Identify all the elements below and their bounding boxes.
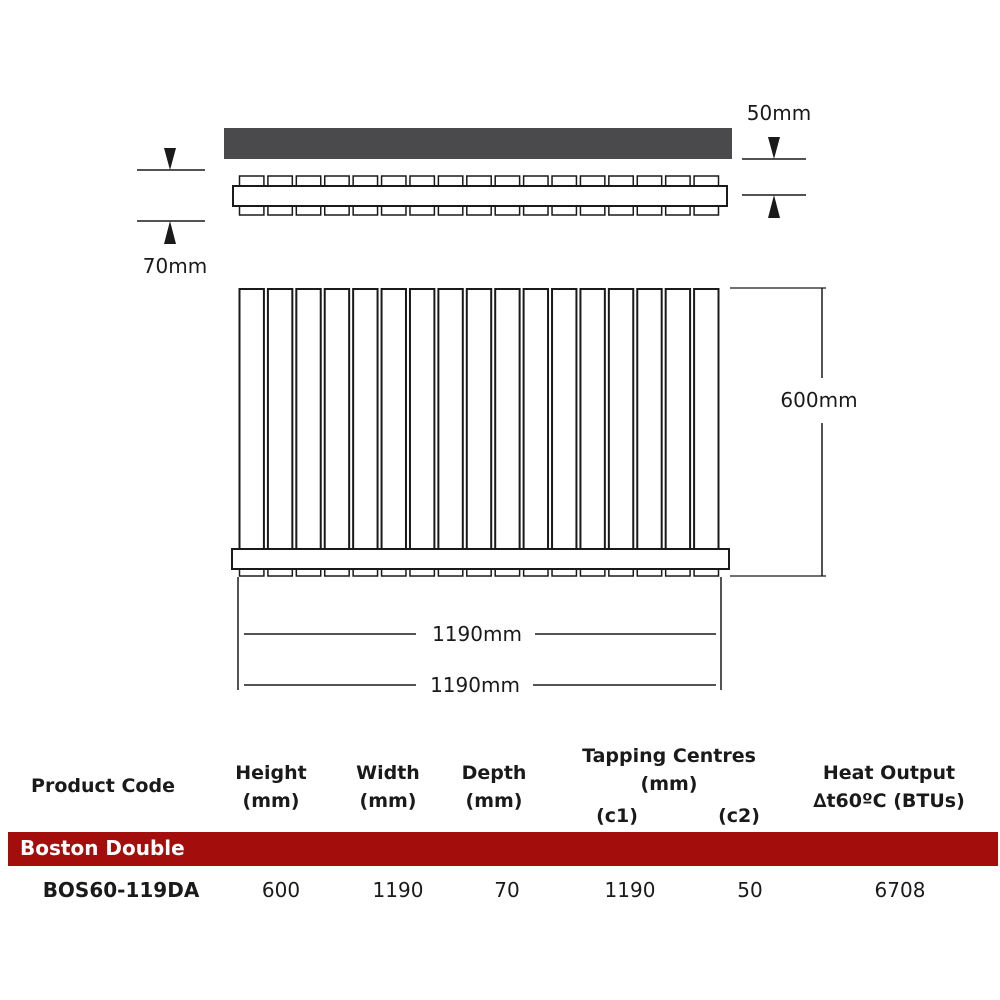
depth-arrow-down [164, 148, 176, 170]
height-dimension [730, 288, 858, 576]
header-depth-line2: (mm) [465, 790, 523, 812]
front-view-columns [240, 289, 719, 551]
header-c1: (c1) [596, 805, 638, 827]
header-tapping-line1: Tapping Centres [582, 745, 756, 767]
tapping-width-label: 1190mm [432, 622, 522, 646]
header-depth [448, 759, 540, 815]
header-heat-line1: Heat Output [822, 762, 956, 784]
row-width: 1190 [372, 878, 424, 902]
header-heat-line2: ∆t60ºC (BTUs) [813, 790, 965, 812]
row-heat-output: 6708 [874, 878, 926, 902]
header-height-line2: (mm) [242, 790, 300, 812]
header-product-code: Product Code [31, 775, 175, 797]
header-width-line2: (mm) [359, 790, 417, 812]
radiator-column [694, 289, 718, 551]
top-view-header-bar [233, 186, 727, 206]
offset-arrow-up [768, 195, 780, 218]
radiator-column [268, 289, 292, 551]
radiator-column [495, 289, 519, 551]
depth-label: 70mm [142, 254, 208, 278]
header-c2: (c2) [718, 805, 760, 827]
radiator-column [580, 289, 604, 551]
radiator-column [666, 289, 690, 551]
header-tapping-line2: (mm) [640, 773, 698, 795]
front-view [232, 289, 729, 576]
row-depth: 70 [494, 878, 520, 902]
category-band [8, 832, 998, 866]
radiator-column [609, 289, 633, 551]
depth-dimension [137, 148, 207, 278]
wall-offset-dimension [742, 101, 811, 218]
width-dimensions [238, 577, 721, 697]
row-c1: 1190 [604, 878, 656, 902]
header-width-line1: Width [356, 762, 420, 784]
header-tapping-centres [560, 742, 778, 798]
radiator-column [637, 289, 661, 551]
wall-bar [224, 128, 732, 159]
radiator-column [240, 289, 264, 551]
radiator-column [382, 289, 406, 551]
row-product-code: BOS60-119DA [42, 878, 200, 902]
radiator-column [467, 289, 491, 551]
radiator-column [325, 289, 349, 551]
header-heat-output [780, 759, 998, 815]
offset-arrow-down [768, 137, 780, 159]
category-label: Boston Double [20, 836, 185, 860]
header-width [342, 759, 434, 815]
radiator-column [524, 289, 548, 551]
header-depth-line1: Depth [461, 762, 527, 784]
header-height-line1: Height [235, 762, 307, 784]
radiator-column [353, 289, 377, 551]
radiator-column [552, 289, 576, 551]
top-view [233, 176, 727, 215]
radiator-column [438, 289, 462, 551]
row-c2: 50 [737, 878, 763, 902]
overall-width-label: 1190mm [430, 673, 520, 697]
header-height [225, 759, 317, 815]
radiator-column [410, 289, 434, 551]
depth-arrow-up [164, 221, 176, 244]
wall-offset-label: 50mm [746, 101, 812, 125]
row-height: 600 [261, 878, 301, 902]
radiator-column [296, 289, 320, 551]
front-view-bottom-bar [232, 549, 729, 569]
height-label: 600mm [780, 388, 858, 412]
